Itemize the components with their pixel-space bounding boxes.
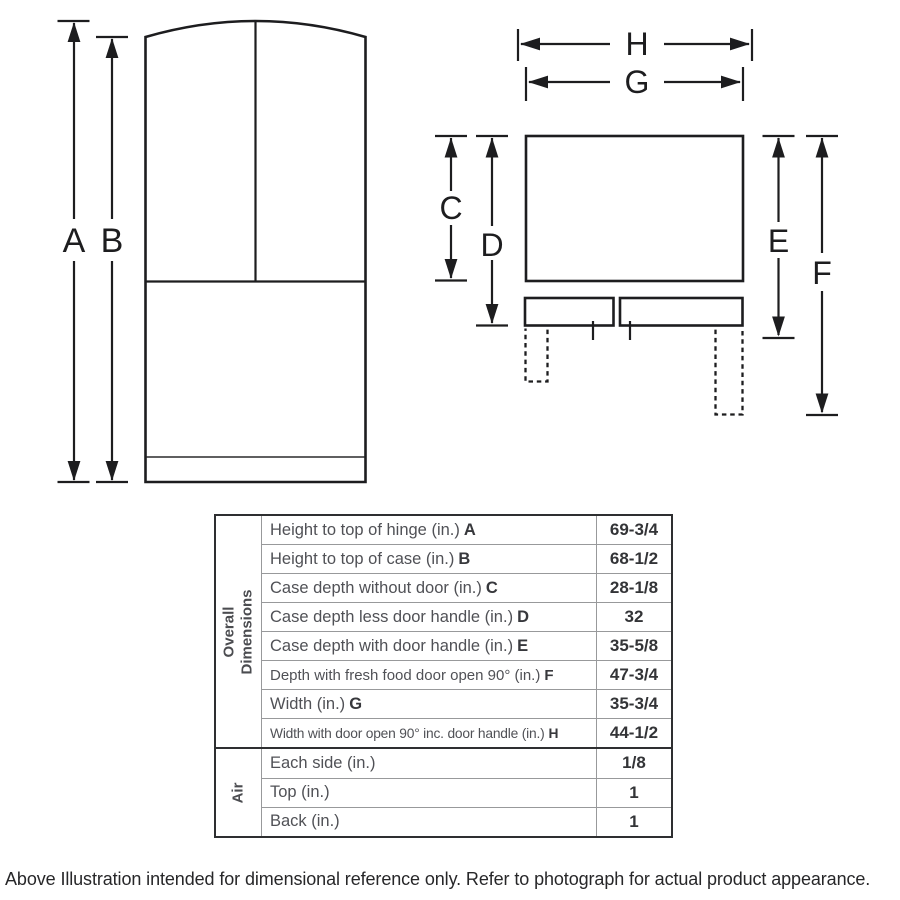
row-label: Case depth less door handle (in.) D <box>270 607 529 626</box>
dimension-label-b: B <box>100 222 124 260</box>
dimension-arrow-b <box>96 37 128 482</box>
row-label: Width with door open 90° inc. door handle (in.) H <box>270 725 559 741</box>
group-label-air: Air <box>216 749 262 836</box>
dimension-label-d: D <box>480 227 504 263</box>
row-label: Height to top of hinge (in.) A <box>270 520 476 539</box>
table-row <box>262 602 671 631</box>
front-view-diagram <box>146 21 366 483</box>
right-door-handle-dashed <box>716 313 743 415</box>
right-door-outline <box>620 298 743 326</box>
row-key: F <box>544 666 554 684</box>
row-key: E <box>517 636 529 655</box>
row-label: Height to top of case (in.) B <box>270 549 471 568</box>
dimension-arrow-h <box>518 26 752 62</box>
dimension-arrow-c <box>435 136 467 281</box>
dimension-arrow-f <box>806 136 838 415</box>
air-rows <box>262 749 671 836</box>
table-row <box>262 660 671 689</box>
group-label-overall-dimensions <box>216 516 262 747</box>
row-key: H <box>548 725 559 741</box>
table-row <box>262 573 671 602</box>
dimension-label-h: H <box>625 26 649 62</box>
row-value: 28-1/8 <box>596 574 671 602</box>
dimension-label-a: A <box>62 222 86 260</box>
table-row <box>262 778 671 807</box>
overall-dimensions-rows <box>262 516 671 747</box>
left-door-outline <box>525 298 614 326</box>
dimension-label-e: E <box>767 223 790 259</box>
case-outline <box>526 136 743 281</box>
dimension-arrow-e <box>763 136 795 338</box>
table-row <box>262 689 671 718</box>
row-value: 68-1/2 <box>596 545 671 573</box>
table-row <box>262 516 671 544</box>
dimension-arrow-a <box>58 21 90 482</box>
dimension-arrow-g <box>526 64 743 101</box>
row-value: 44-1/2 <box>596 719 671 747</box>
row-value: 35-3/4 <box>596 690 671 718</box>
dimension-label-g: G <box>624 64 650 100</box>
row-key: C <box>485 578 498 597</box>
row-label: Depth with fresh food door open 90° (in.) F <box>270 666 554 684</box>
group-label-line1: Overall <box>220 606 238 658</box>
row-value: 1 <box>596 808 671 836</box>
dimensions-table <box>214 514 673 838</box>
row-label: Each side (in.) <box>270 753 376 772</box>
row-label: Width (in.) G <box>270 694 363 713</box>
row-value: 35-5/8 <box>596 632 671 660</box>
row-key: B <box>458 549 471 568</box>
row-value: 47-3/4 <box>596 661 671 689</box>
group-label-line2: Dimensions <box>238 589 256 675</box>
footnote: Above Illustration intended for dimensional reference only. Refer to photograph for actual product appearance. <box>5 869 871 889</box>
table-row <box>262 631 671 660</box>
row-label: Top (in.) <box>270 783 330 802</box>
table-row <box>262 749 671 777</box>
top-view-diagram <box>525 136 743 415</box>
row-value: 32 <box>596 603 671 631</box>
row-value: 1/8 <box>596 749 671 777</box>
table-row <box>262 807 671 836</box>
table-row <box>262 718 671 747</box>
table-group-air <box>216 747 671 836</box>
row-label: Case depth with door handle (in.) E <box>270 636 529 655</box>
row-value: 69-3/4 <box>596 516 671 544</box>
row-key: D <box>517 607 529 626</box>
row-value: 1 <box>596 779 671 807</box>
table-group-overall-dimensions <box>216 516 671 747</box>
dimension-arrow-d <box>476 136 508 326</box>
dimension-label-c: C <box>439 190 463 226</box>
row-key: G <box>349 694 363 713</box>
row-label: Case depth without door (in.) C <box>270 578 498 597</box>
dimension-label-f: F <box>812 255 832 291</box>
row-key: A <box>463 520 476 539</box>
row-label: Back (in.) <box>270 812 340 831</box>
table-row <box>262 544 671 573</box>
